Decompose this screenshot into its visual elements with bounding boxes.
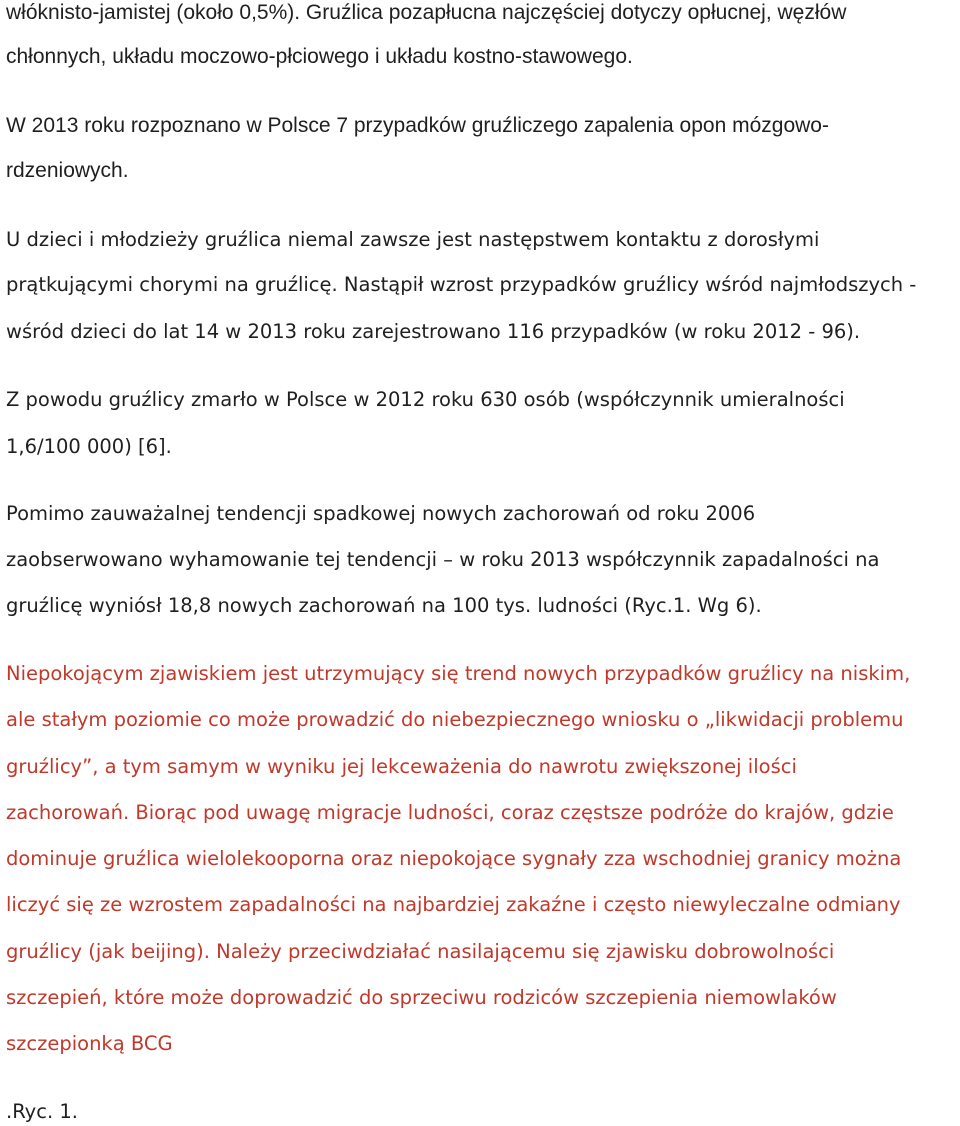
text-line: Z powodu gruźlicy zmarło w Polsce w 2012 roku 630 osób (współczynnik umieralności — [6, 388, 845, 411]
text-line: W 2013 roku rozpoznano w Polsce 7 przypadków gruźliczego zapalenia opon mózgowo- — [6, 114, 829, 137]
text-line: U dzieci i młodzieży gruźlica niemal zawsze jest następstwem kontaktu z dorosłymi — [6, 228, 820, 251]
text-line: zaobserwowano wyhamowanie tej tendencji – w roku 2013 współczynnik zapadalności na — [6, 548, 880, 571]
highlighted-text-line — [6, 799, 894, 827]
figure-caption: .Ryc. 1. — [6, 1100, 78, 1123]
highlighted-text-line — [6, 938, 834, 966]
text-line: rdzeniowych. — [6, 159, 129, 182]
text-line: gruźlicę wyniósł 18,8 nowych zachorowań na 100 tys. ludności (Ryc.1. Wg 6). — [6, 594, 762, 617]
text-span: Nastąpił wzrost przypadków gruźlicy wśród najmłodszych - — [343, 273, 917, 296]
highlighted-text-line: gruźlicy”, a tym samym w wyniku jej lekceważenia do nawrotu zwiększonej ilości — [6, 755, 797, 778]
text-line: włóknisto-jamistej (około 0,5%). Gruźlica pozapłucna najczęściej dotyczy opłucnej, węzłów — [6, 1, 847, 24]
highlighted-text-line: szczepionką BCG — [6, 1032, 173, 1055]
highlighted-text-line: Niepokojącym zjawiskiem jest utrzymujący się trend nowych przypadków gruźlicy na niskim, — [6, 662, 911, 685]
highlighted-text-line: liczyć się ze wzrostem zapadalności na najbardziej zakaźne i często niewyleczalne odmiany — [6, 893, 901, 916]
text-line: 1,6/100 000) [6]. — [6, 435, 172, 458]
text-span: Biorąc pod uwagę migracje ludności, coraz częstsze podróże do krajów, gdzie — [135, 801, 894, 824]
text-line — [6, 271, 916, 299]
highlighted-text-line: dominuje gruźlica wielolekooporna oraz niepokojące sygnały zza wschodniej granicy można — [6, 847, 902, 870]
text-span: Należy przeciwdziałać nasilającemu się zjawisku dobrowolności — [216, 940, 835, 963]
highlighted-text-line: ale stałym poziomie co może prowadzić do niebezpiecznego wniosku o „likwidacji problemu — [6, 708, 904, 731]
text-line: chłonnych, układu moczowo-płciowego i układu kostno-stawowego. — [6, 45, 633, 68]
highlighted-text-line: szczepień, które może doprowadzić do sprzeciwu rodziców szczepienia niemowlaków — [6, 986, 837, 1009]
text-line: wśród dzieci do lat 14 w 2013 roku zarejestrowano 116 przypadków (w roku 2012 - 96). — [6, 320, 861, 343]
text-span: gruźlicy (jak beijing). — [6, 940, 210, 963]
text-span: zachorowań. — [6, 801, 130, 824]
text-span: prątkującymi chorymi na gruźlicę. — [6, 273, 338, 296]
text-line: Pomimo zauważalnej tendencji spadkowej nowych zachorowań od roku 2006 — [6, 502, 756, 525]
